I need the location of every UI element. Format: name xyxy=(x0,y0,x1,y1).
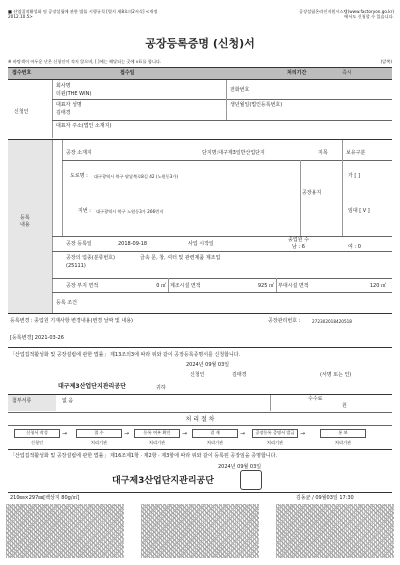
addressee: 대구제3산업단지관리공단 xyxy=(58,383,126,390)
factory-label: 공장용지 xyxy=(302,190,322,196)
aux-area-value: 120 ㎡ xyxy=(369,283,386,289)
site-line-1: 공장설립온라인지원시스템(www.factoryon.go.kr) xyxy=(299,9,394,14)
issued-by: 김동균 / 09월03일 17:30 xyxy=(296,495,354,501)
procedure-step-box: 접 수 xyxy=(76,429,122,438)
change-date: [등록변경] 2021-03-26 xyxy=(10,335,64,341)
processing-period-label: 처리기간 xyxy=(287,70,307,76)
security-pattern-center xyxy=(141,504,259,558)
fee-label: 수수료 xyxy=(308,396,323,402)
notice-line-1: ■ 산업집적활성화 및 공장설립에 관한 법률 시행규칙 [별지 제8호의2서식] <개정 xyxy=(8,9,158,14)
procedure-step-actor: 처리기관 xyxy=(206,440,224,445)
flow-arrow-icon: → xyxy=(62,430,68,437)
mfg-area-value: 925 ㎡ xyxy=(257,283,274,289)
rep-label: 대표자 성명 xyxy=(56,102,82,108)
form-title: 공장등록증명 (신청)서 xyxy=(145,37,255,50)
company-label: 회사명 xyxy=(56,83,71,89)
own-checkbox: 가 [ ] xyxy=(348,173,360,179)
flow-arrow-icon: → xyxy=(240,430,246,437)
site-area-label: 공장 부지 면적 xyxy=(66,283,99,289)
attachments-label: 첨부서류 xyxy=(12,398,32,404)
procedure-step-actor: 처리기관 xyxy=(90,440,108,445)
phone-label: 전화번호 xyxy=(230,87,250,93)
registration-label-bg xyxy=(8,140,52,313)
ownership-label: 보유구분 xyxy=(346,150,366,156)
flow-arrow-icon: → xyxy=(182,430,188,437)
flow-arrow-icon: → xyxy=(124,430,130,437)
procedure-step-box: 결 재 xyxy=(192,429,238,438)
fee-unit: 원 xyxy=(342,403,347,409)
employees-label: 종업원 수 xyxy=(288,237,309,243)
aux-area-label: 부대시설 면적 xyxy=(278,283,309,289)
online-notice xyxy=(236,9,394,19)
instructions: ※ 바탕색이 어두운 난은 신청인이 적지 않으며, [ ]에는 해당되는 곳에 v표를 합니다. xyxy=(8,59,162,64)
conditions-label: 등록 조건 xyxy=(56,300,77,306)
notice-line-2: 2012.10.5> xyxy=(8,14,33,19)
page-indicator: (앞쪽) xyxy=(380,59,392,64)
registration-label-2: 내용 xyxy=(20,222,30,228)
official-seal xyxy=(240,470,262,490)
procedure-step-box: 통 보 xyxy=(320,429,366,438)
complex-label: 단지명:대구제3일반산업단지 xyxy=(202,150,265,156)
lot-label: 지번 : xyxy=(78,208,91,214)
site-line-2: 에서도 신청할 수 있습니다. xyxy=(344,14,394,19)
industry-value: 금속 문, 창, 셔터 및 관련제품 제조업 xyxy=(140,255,221,261)
applicant-sign-name: 김태경 xyxy=(232,372,247,378)
rep-value: 김태경 xyxy=(56,110,71,116)
mgmt-no-value: 272302018420518 xyxy=(312,319,352,324)
road-label: 도로명 : xyxy=(70,173,88,179)
reg-date-label: 공장 등록일 xyxy=(66,241,92,247)
procedure-step-actor: 처리기관 xyxy=(334,440,352,445)
flow-arrow-icon: → xyxy=(300,430,306,437)
company-value: 더윈(THE WIN) xyxy=(56,91,92,97)
industry-code: (25111) xyxy=(66,263,86,269)
birth-label: 생년월일(법인등록번호) xyxy=(230,102,283,108)
processing-period-value: 즉시 xyxy=(342,70,352,76)
procedure-step-actor: 신청인 xyxy=(30,440,44,445)
address-label: 대표자 주소(법인 소재지) xyxy=(56,123,112,129)
location-label: 공장 소재지 xyxy=(66,150,92,156)
security-pattern-right xyxy=(276,504,394,558)
form-notice xyxy=(8,9,218,19)
issuer-name: 대구제3산업단지관리공단 xyxy=(112,476,214,486)
receipt-bar xyxy=(8,67,392,79)
certification-text: 「산업집적활성화 및 공장설립에 관한 법률」 제16조제1항 · 제2항 · 제3항에 따라 위와 같이 등록된 공장임을 증명합니다. xyxy=(10,453,278,459)
reg-date-value: 2018-09-18 xyxy=(118,241,148,247)
procedure-step-box: 등록 여부 확인 xyxy=(134,429,180,438)
registration-label-1: 등록 xyxy=(20,215,30,221)
mgmt-no-label: 공장관리번호 : xyxy=(268,318,301,324)
applicant-sign-label: 신청인 xyxy=(190,372,205,378)
procedure-title: 처 리 절 차 xyxy=(185,416,215,423)
lease-checkbox: 임대 [ V ] xyxy=(348,208,370,214)
procedure-step-actor: 처리기관 xyxy=(266,440,284,445)
signature-label: (서명 또는 인) xyxy=(320,372,352,378)
site-area-value: 0 ㎡ xyxy=(156,283,166,289)
change-line: 등록변경 : 종업원 기재사항 변경내용(변경 날짜 및 내용) xyxy=(10,318,133,324)
addressee-suffix: 귀하 xyxy=(156,385,166,391)
lot-value: 대구광역시 북구 노원동3가 266번지 xyxy=(96,209,164,214)
procedure-step-box: 공장등록 증명서 발급 xyxy=(252,429,298,438)
procedure-step-box: 신청서 작성 xyxy=(14,429,60,438)
road-value: 대구광역시 북구 팔달북로8길 42 (노원동3가) xyxy=(94,174,178,179)
attachments-value: 없 음 xyxy=(62,398,74,404)
declaration-text: 「산업집적활성화 및 공장설립에 관한 법률」 제13조의3에 따라 위와 같이 공장등록증명서를 신청합니다. xyxy=(10,352,241,358)
mfg-area-label: 제조시설 면적 xyxy=(170,283,201,289)
start-date-label: 사업 시작일 xyxy=(188,241,214,247)
receipt-no-label: 접수번호 xyxy=(12,70,32,76)
employees-male: 남 : 6 xyxy=(292,244,305,250)
security-pattern-left xyxy=(6,504,124,558)
procedure-step-actor: 처리기관 xyxy=(148,440,166,445)
receipt-date-label: 접수일 xyxy=(120,70,135,76)
land-no-label: 지목 xyxy=(318,150,328,156)
employees-female: 여 : 0 xyxy=(348,244,361,250)
certification-date: 2024년 09월 03일 xyxy=(218,464,262,470)
declaration-date: 2024년 09월 03일 xyxy=(186,362,230,368)
paper-size: 210㎜×297㎜[백상지 80g/㎡] xyxy=(10,495,80,501)
industry-label: 공장의 업종(분류번호) xyxy=(66,255,115,261)
applicant-section-label: 신청인 xyxy=(14,109,29,115)
